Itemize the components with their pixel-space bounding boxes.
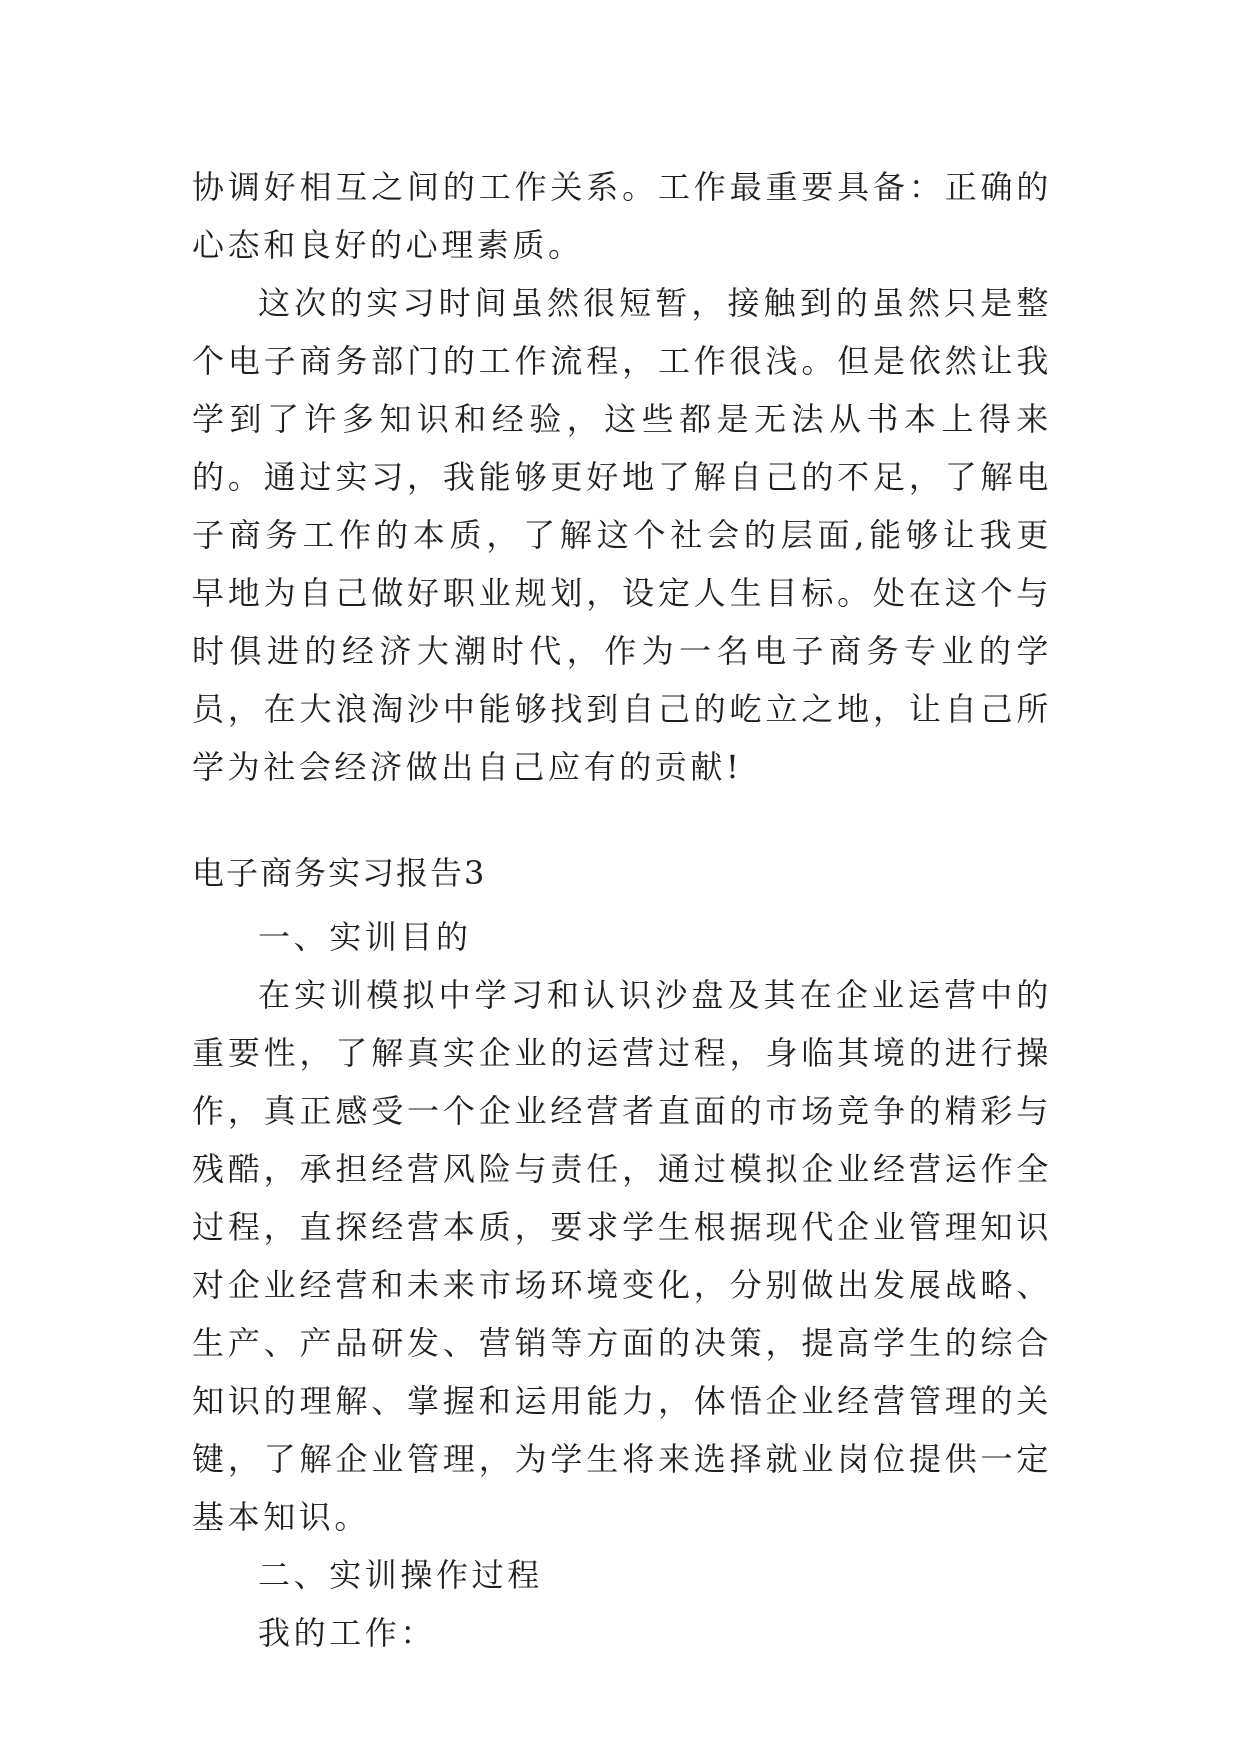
internship-summary-paragraph: 这次的实习时间虽然很短暂，接触到的虽然只是整个电子商务部门的工作流程，工作很浅。但是依然让我学到了许多知识和经验，这些都是无法从书本上得来的。通过实习，我能够更好地了解自己的不足，了解电子商务工作的本质，了解这个社会的层面,能够让我更早地为自己做好职业规划，设定人生目标。处在这个与时俱进的经济大潮时代，作为一名电子商务专业的学员，在大浪淘沙中能够找到自己的屹立之地，让自己所学为社会经济做出自己应有的贡献!: [192, 284, 1052, 786]
document-page: [192, 158, 1052, 1662]
section-title: 电子商务实习报告3: [192, 854, 487, 892]
heading-training-purpose: 一、实训目的: [258, 918, 472, 956]
heading-my-work: 我的工作：: [258, 1614, 437, 1652]
heading-training-process: 二、实训操作过程: [258, 1556, 543, 1594]
training-purpose-paragraph: 在实训模拟中学习和认识沙盘及其在企业运营中的重要性，了解真实企业的运营过程，身临其境的进行操作，真正感受一个企业经营者直面的市场竞争的精彩与残酷，承担经营风险与责任，通过模拟企业经营运作全过程，直探经营本质，要求学生根据现代企业管理知识对企业经营和未来市场环境变化，分别做出发展战略、生产、产品研发、营销等方面的决策，提高学生的综合知识的理解、掌握和运用能力，体悟企业经营管理的关键，了解企业管理，为学生将来选择就业岗位提供一定基本知识。: [192, 976, 1052, 1536]
continuation-paragraph: 协调好相互之间的工作关系。工作最重要具备：正确的心态和良好的心理素质。: [192, 168, 1052, 264]
